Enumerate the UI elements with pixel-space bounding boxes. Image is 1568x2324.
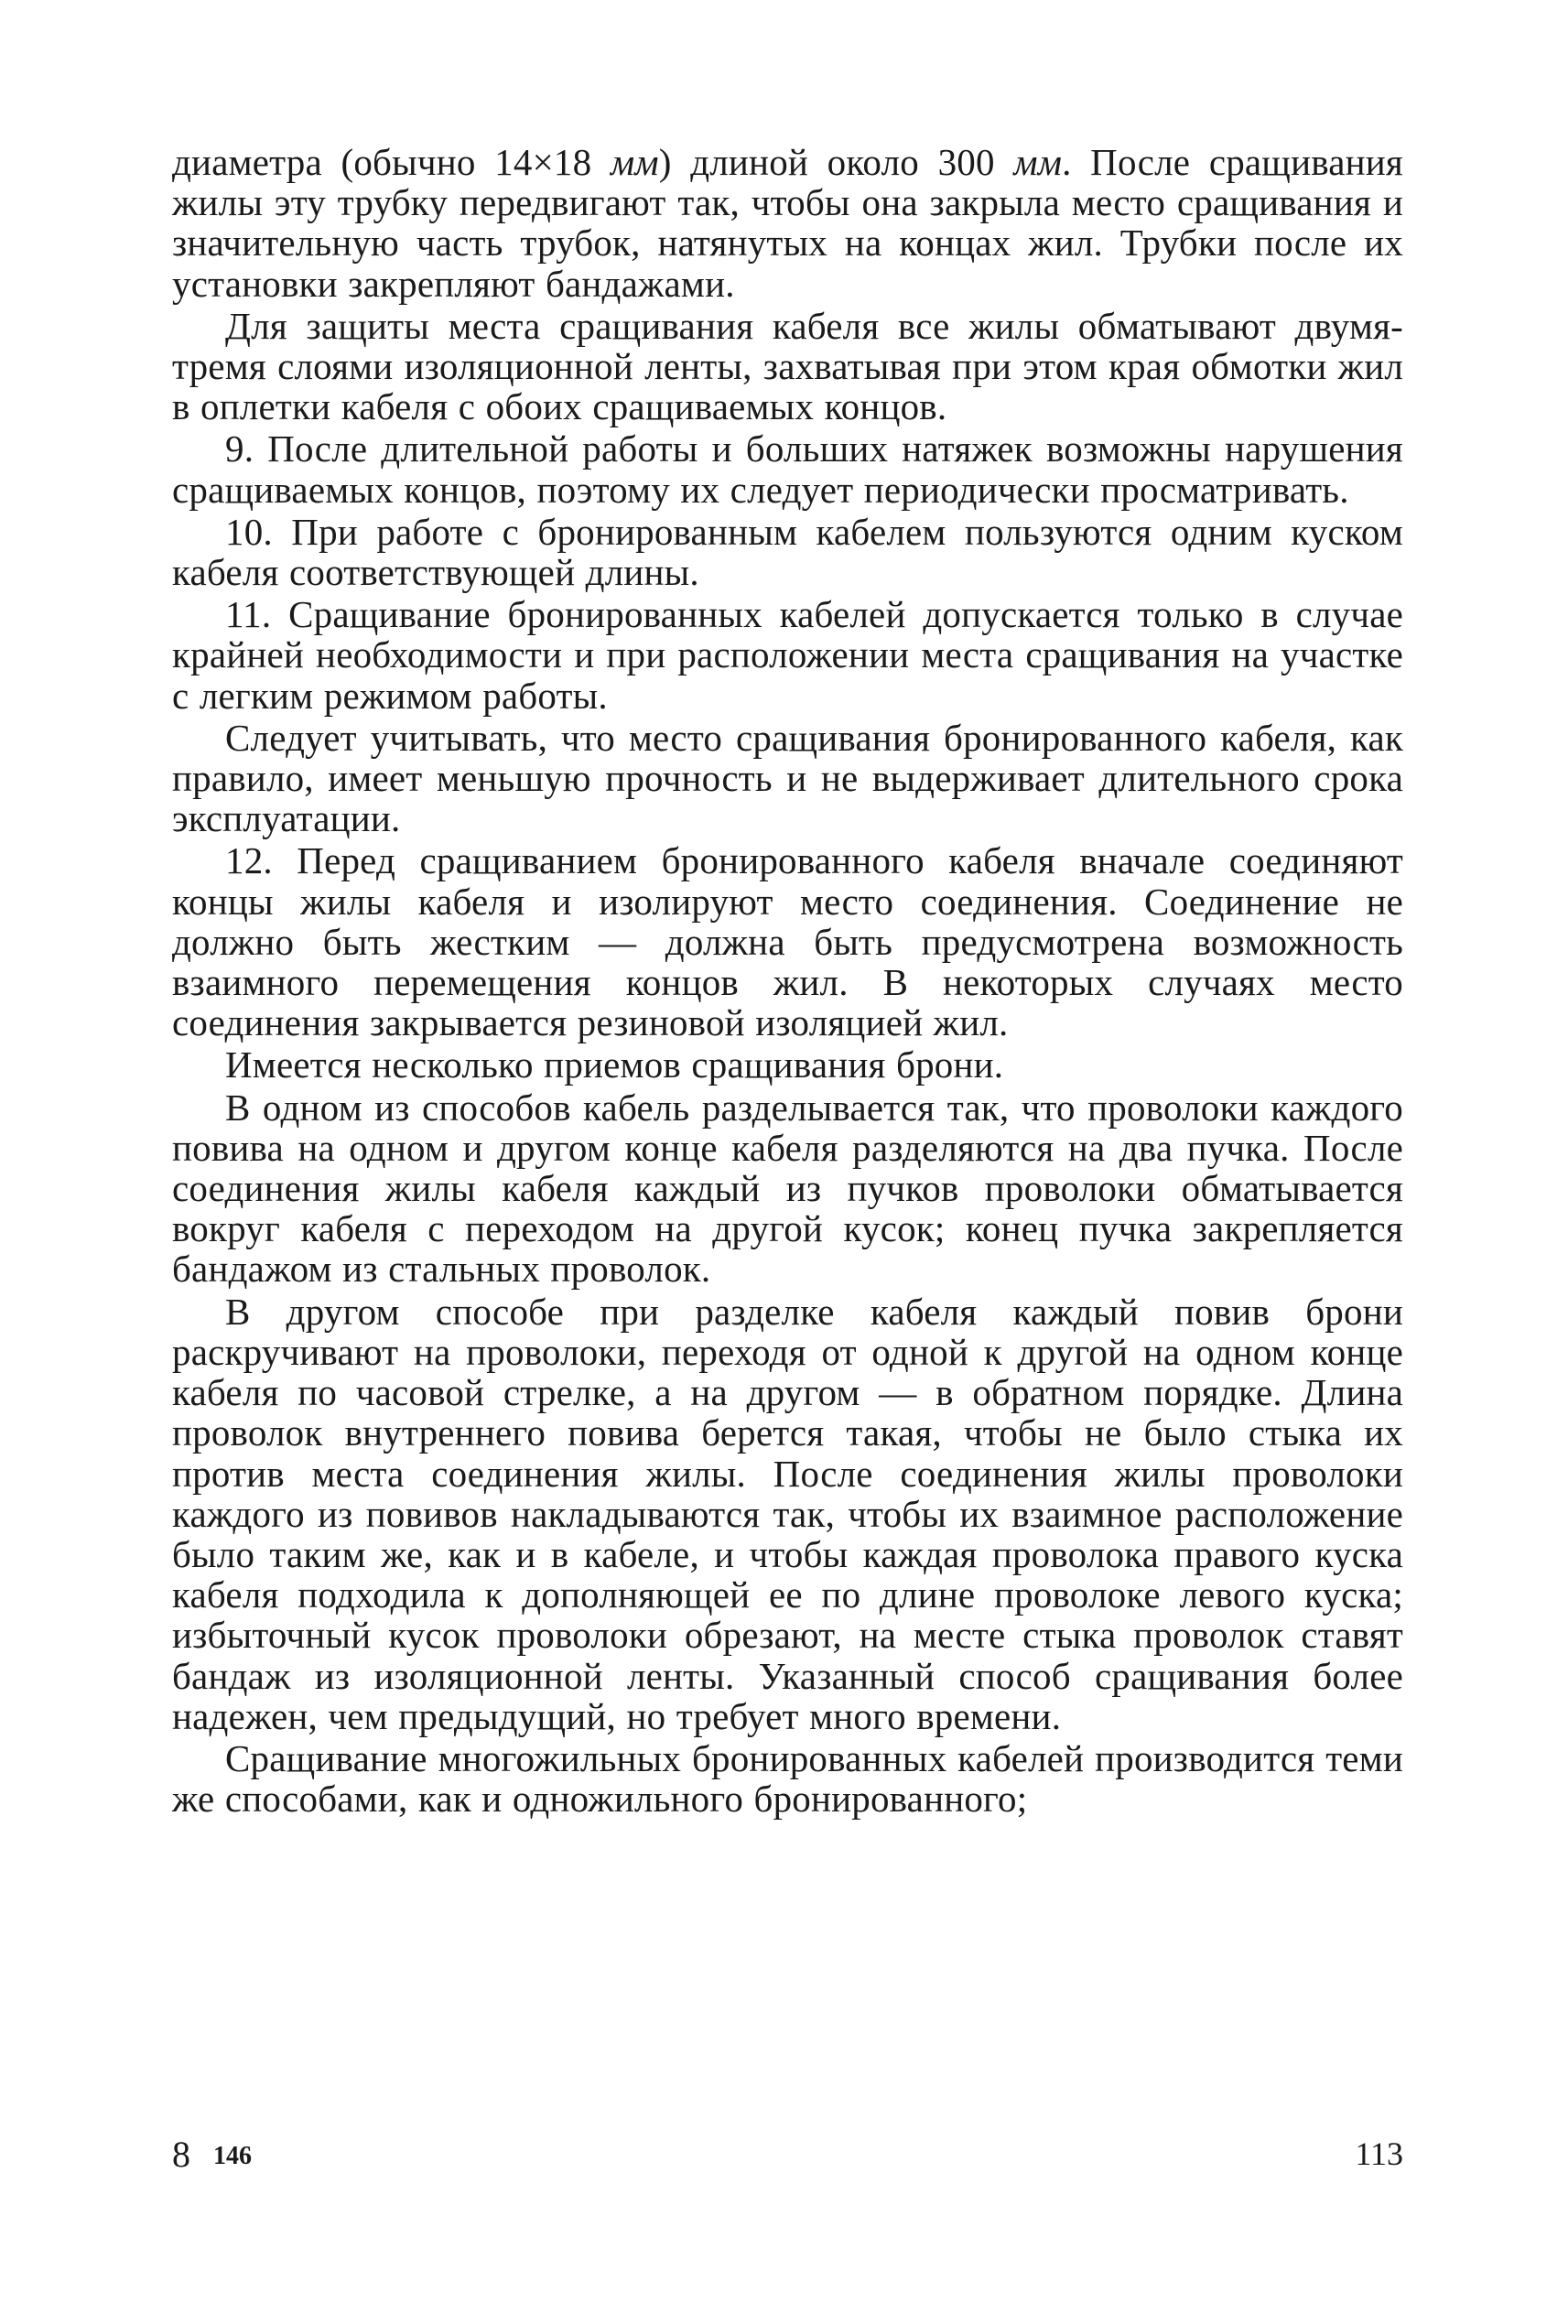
paragraph-item-9: 9. После длительной работы и больших натяжек возможны нарушения сращиваемых концов, поэтому их следует периодически просматривать. [172,427,1403,511]
unit-mm: мм [1013,141,1063,183]
paragraph: В другом способе при разделке кабеля каждый повив брони раскручивают на проволоки, переходя от одной к другой на одном конце кабеля по часовой стрелке, а на другом — в обратном порядке. Длина проволок внутреннего повива берется такая, чтобы не было стыка их против места соединения жилы. После соединения жилы проволоки каждого из повивов накладываются так, чтобы их взаимное расположение было таким же, как и в кабеле, и чтобы каждая проволока правого куска кабеля подходила к дополняющей ее по длине проволоке левого куска; избыточный кусок проволоки обрезают, на месте стыка проволок ставят бандаж из изоляционной ленты. Указанный способ сращивания более надежен, чем предыдущий, но требует много времени. [172,1290,1403,1737]
paragraph: Сращивание многожильных бронированных кабелей производится теми же способами, как и одножильного бронированного; [172,1736,1403,1821]
paragraph: Следует учитывать, что место сращивания бронированного кабеля, как правило, имеет меньшую прочность и не выдерживает длительного срока эксплуатации. [172,716,1403,840]
paragraph: Имеется несколько приемов сращивания брони. [225,1043,1004,1086]
paragraph-continued: диаметра (обычно 14×18 мм) длиной около 300 мм. После сращивания жилы эту трубку передвигают так, чтобы она закрыла место сращивания и значительную часть трубок, натянутых на концах жил. Трубки после их установки закрепляют бандажами. [172,141,1403,305]
paragraph-item-12: 12. Перед сращиванием бронированного кабеля вначале соединяют концы жилы кабеля и изолируют место соединения. Соединение не должно быть жестким — должна быть предусмотрена возможность взаимного перемещения концов жил. В некоторых случаях место соединения закрывается резиновой изоляцией жил. [172,839,1403,1044]
paragraph: В одном из способов кабель разделывается так, что проволоки каждого повива на одном и другом конце кабеля разделяются на два пучка. После соединения жилы кабеля каждый из пучков проволоки обматывается вокруг кабеля с переходом на другой кусок; конец пучка закрепляется бандажом из стальных проволок. [172,1086,1403,1291]
page-number: 113 [1355,2135,1403,2172]
unit-mm: мм [610,141,659,183]
signature-number: 8 [172,2134,190,2175]
paragraph: Для защиты места сращивания кабеля все жилы обматывают двумя-тремя слоями изоляционной ленты, захватывая при этом края обмотки жил в оплетки кабеля с обоих сращиваемых концов. [172,304,1403,428]
paragraph-item-10: 10. При работе с бронированным кабелем пользуются одним куском кабеля соответствующей длины. [172,510,1403,594]
page-footer [172,2133,1403,2178]
page-body [172,142,1403,1819]
paragraph-item-11: 11. Сращивание бронированных кабелей допускается только в случае крайней необходимости и при расположении места сращивания на участке с легким режимом работы. [172,593,1403,717]
signature-code: 146 [213,2142,252,2170]
